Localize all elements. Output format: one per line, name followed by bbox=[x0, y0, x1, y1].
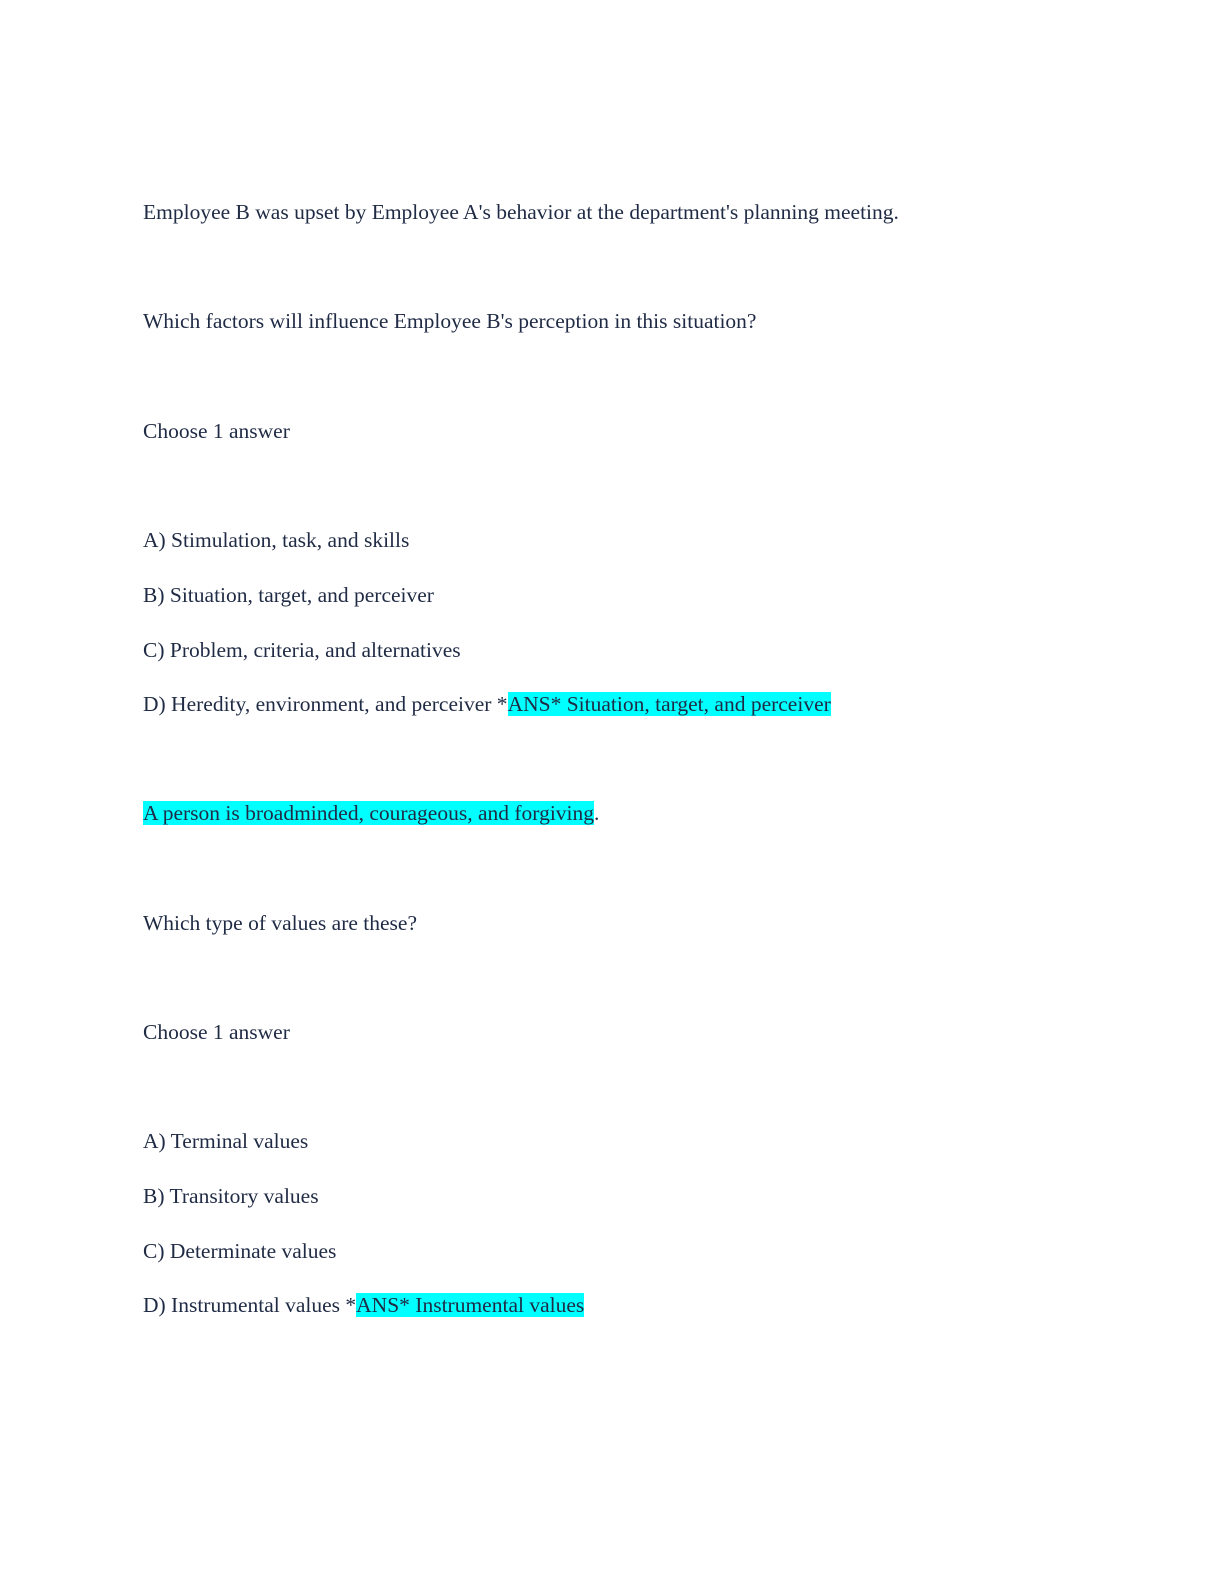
q1-option-d-row bbox=[143, 690, 831, 718]
q1-option-c: C) Problem, criteria, and alternatives bbox=[143, 638, 461, 662]
q2-scenario-tail: . bbox=[594, 801, 600, 825]
q2-instruction: Choose 1 answer bbox=[143, 1020, 290, 1044]
q1-question: Which factors will influence Employee B's perception in this situation? bbox=[143, 309, 757, 333]
q2-scenario-row bbox=[143, 799, 599, 827]
q2-scenario: A person is broadminded, courageous, and forgiving bbox=[143, 801, 595, 825]
q1-option-b: B) Situation, target, and perceiver bbox=[143, 583, 434, 607]
q1-answer: ANS* Situation, target, and perceiver bbox=[507, 692, 831, 716]
q1-option-d: D) Heredity, environment, and perceiver * bbox=[143, 692, 508, 716]
q2-option-b: B) Transitory values bbox=[143, 1184, 319, 1208]
q1-instruction: Choose 1 answer bbox=[143, 419, 290, 443]
q2-option-d-row bbox=[143, 1291, 584, 1319]
q2-option-a: A) Terminal values bbox=[143, 1129, 309, 1153]
q1-scenario: Employee B was upset by Employee A's behavior at the department's planning meeting. bbox=[143, 200, 899, 224]
q2-option-d: D) Instrumental values * bbox=[143, 1293, 357, 1317]
q2-answer: ANS* Instrumental values bbox=[356, 1293, 585, 1317]
q2-option-c: C) Determinate values bbox=[143, 1239, 337, 1263]
q1-option-a: A) Stimulation, task, and skills bbox=[143, 528, 410, 552]
q2-question: Which type of values are these? bbox=[143, 911, 417, 935]
